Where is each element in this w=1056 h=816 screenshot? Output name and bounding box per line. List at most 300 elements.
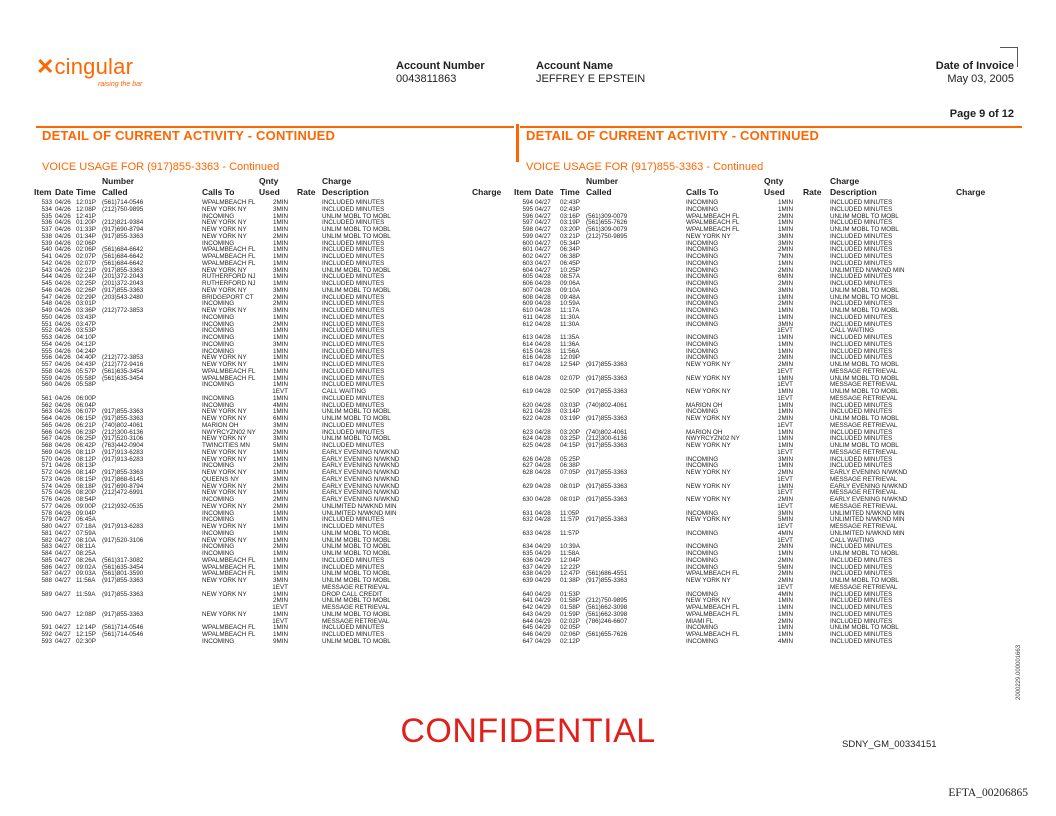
- cell-used: 1MIN: [777, 219, 793, 227]
- cell-item: 603: [522, 259, 533, 267]
- cell-date: 04/28: [535, 347, 551, 355]
- cell-called: (561)655-7626: [586, 219, 628, 227]
- cell-description: MESSAGE RETRIEVAL: [830, 583, 898, 591]
- invoice-date: May 03, 2005: [947, 73, 1014, 85]
- cell-date: 04/28: [535, 388, 551, 395]
- col-item: Item: [34, 187, 52, 197]
- cell-description: INCLUDED MINUTES: [830, 617, 893, 625]
- cell-description: INCLUDED MINUTES: [830, 435, 893, 443]
- cell-description: INCLUDED MINUTES: [322, 556, 385, 564]
- cell-time: 03:19P: [560, 415, 580, 422]
- cell-date: 04/27: [55, 529, 71, 537]
- cell-description: UNLIM MOBL TO MOBL: [830, 624, 899, 632]
- cell-calls-to: WPALMBEACH FL: [686, 226, 740, 233]
- cell-used: 2MIN: [272, 502, 288, 510]
- cell-calls-to: INCOMING: [686, 266, 719, 274]
- cell-calls-to: WPALMBEACH FL: [686, 570, 740, 578]
- cell-used: 3MIN: [272, 205, 288, 213]
- cell-used: 3MIN: [777, 455, 793, 463]
- cell-used: 1MIN: [272, 394, 288, 402]
- cell-used: 1MIN: [777, 307, 793, 314]
- cell-date: 04/26: [55, 327, 71, 335]
- cell-date: 04/26: [55, 394, 71, 402]
- table-row: [0, 639, 1056, 646]
- cell-item: 551: [41, 320, 52, 328]
- cell-item: 555: [41, 347, 52, 355]
- cell-calls-to: NEW YORK NY: [202, 205, 247, 213]
- cell-time: 06:23P: [76, 428, 96, 436]
- cell-item: 641: [522, 597, 533, 605]
- cell-calls-to: WPALMBEACH FL: [686, 631, 740, 638]
- cell-called: (201)372-2043: [102, 280, 144, 287]
- cell-calls-to: INCOMING: [686, 455, 719, 463]
- cell-item: 548: [41, 300, 52, 308]
- cell-used: 5MIN: [777, 516, 793, 524]
- cell-item: 572: [41, 469, 52, 476]
- cell-date: 04/29: [535, 637, 551, 645]
- cell-calls-to: INCOMING: [686, 239, 719, 247]
- cell-called: (786)246-6607: [586, 617, 628, 625]
- col-time: Time: [560, 187, 580, 197]
- cell-item: 574: [41, 482, 52, 490]
- cell-used: 1EVT: [777, 381, 793, 389]
- cell-description: UNLIM MOBL TO MOBL: [830, 212, 899, 220]
- cell-used: 3MIN: [777, 509, 793, 517]
- cell-used: 5MIN: [272, 442, 288, 449]
- cell-date: 04/26: [55, 253, 71, 260]
- cell-called: (917)855-3363: [102, 408, 144, 416]
- cell-date: 04/26: [55, 509, 71, 517]
- cell-item: 632: [522, 516, 533, 524]
- cell-called: (763)442-0904: [102, 442, 144, 449]
- cell-used: 1EVT: [777, 502, 793, 510]
- cell-calls-to: INCOMING: [202, 637, 235, 645]
- cell-used: 3MIN: [272, 475, 288, 483]
- cell-description: INCLUDED MINUTES: [322, 624, 385, 632]
- cell-date: 04/28: [535, 280, 551, 287]
- cell-calls-to: NEW YORK NY: [202, 307, 247, 314]
- cell-used: 1MIN: [272, 246, 288, 254]
- cell-called: (561)684-6642: [102, 246, 144, 254]
- cell-time: 02:43P: [560, 199, 580, 206]
- cell-item: 559: [41, 374, 52, 382]
- cell-used: 1MIN: [272, 556, 288, 564]
- cell-description: INCLUDED MINUTES: [830, 408, 893, 416]
- cell-time: 04:10P: [76, 334, 96, 341]
- cell-used: 1MIN: [272, 327, 288, 335]
- cell-date: 04/27: [535, 253, 551, 260]
- vertical-bates-number: 2000229.000001663: [1016, 644, 1022, 700]
- cell-used: 2MIN: [777, 354, 793, 362]
- cell-time: 02:07P: [560, 374, 580, 382]
- cell-called: (917)855-3363: [586, 469, 628, 476]
- cell-date: 04/29: [535, 577, 551, 584]
- cell-called: (561)714-0546: [102, 631, 144, 638]
- cell-calls-to: MARION OH: [686, 401, 723, 409]
- cell-date: 04/26: [55, 502, 71, 510]
- cell-used: 1MIN: [272, 590, 288, 598]
- cell-used: 2MIN: [777, 617, 793, 625]
- cell-description: UNLIMITED N/WKND MIN: [830, 509, 905, 517]
- cell-called: (212)750-9895: [586, 232, 628, 240]
- brand-name: cingular: [54, 54, 134, 79]
- cell-time: 01:33P: [76, 226, 96, 233]
- cell-description: INCLUDED MINUTES: [830, 340, 893, 348]
- cell-used: 1MIN: [272, 347, 288, 355]
- cell-item: 631: [522, 509, 533, 517]
- cell-description: EARLY EVENING N/WKND: [322, 469, 400, 476]
- cell-used: 2MIN: [777, 246, 793, 254]
- cell-used: 1MIN: [272, 239, 288, 247]
- cell-description: INCLUDED MINUTES: [322, 246, 385, 254]
- cell-description: INCLUDED MINUTES: [322, 631, 385, 638]
- table-row: [0, 376, 1056, 383]
- cell-used: 1MIN: [777, 374, 793, 382]
- cell-date: 04/29: [535, 617, 551, 625]
- cell-time: 06:07P: [76, 408, 96, 416]
- cell-calls-to: INCOMING: [202, 320, 235, 328]
- cell-description: INCLUDED MINUTES: [322, 280, 385, 287]
- cell-item: 540: [41, 246, 52, 254]
- cell-time: 12:14P: [76, 624, 96, 632]
- col-calls-to: Calls To: [202, 187, 235, 197]
- col-called: Called: [102, 187, 128, 197]
- cell-date: 04/27: [55, 610, 71, 618]
- cell-date: 04/27: [55, 523, 71, 530]
- cell-date: 04/26: [55, 280, 71, 287]
- cell-used: 1MIN: [777, 482, 793, 490]
- cell-used: 1MIN: [777, 293, 793, 301]
- cell-item: 647: [522, 637, 533, 645]
- cell-item: 586: [41, 563, 52, 571]
- cell-date: 04/27: [55, 536, 71, 544]
- cell-called: (917)855-3363: [586, 442, 628, 449]
- cell-date: 04/29: [535, 604, 551, 611]
- cell-item: 637: [522, 563, 533, 571]
- cell-description: INCLUDED MINUTES: [830, 462, 893, 470]
- cell-description: INCLUDED MINUTES: [322, 253, 385, 260]
- cell-description: UNLIM MOBL TO MOBL: [830, 577, 899, 584]
- cell-description: MESSAGE RETRIEVAL: [322, 617, 390, 625]
- cell-time: 04:40P: [76, 354, 96, 362]
- col-rate: Rate: [297, 187, 316, 197]
- cell-item: 642: [522, 604, 533, 611]
- col-charge: Charge: [956, 187, 986, 197]
- cell-calls-to: NEW YORK NY: [202, 469, 247, 476]
- cell-item: 616: [522, 354, 533, 362]
- cell-time: 01:58P: [560, 597, 580, 605]
- cell-description: UNLIM MOBL TO MOBL: [830, 374, 899, 382]
- cell-time: 08:13P: [76, 462, 96, 470]
- cell-item: 580: [41, 523, 52, 530]
- cell-description: INCLUDED MINUTES: [322, 334, 385, 341]
- cell-description: EARLY EVENING N/WKND: [322, 462, 400, 470]
- cell-called: (561)686-4551: [586, 570, 628, 578]
- cell-used: 1MIN: [272, 212, 288, 220]
- cell-date: 04/26: [55, 428, 71, 436]
- cell-date: 04/28: [535, 469, 551, 476]
- cell-description: UNLIM MOBL TO MOBL: [830, 286, 899, 294]
- cell-time: 02:07P: [76, 259, 96, 267]
- cell-calls-to: INCOMING: [686, 280, 719, 287]
- cell-time: 12:01P: [76, 199, 96, 206]
- cell-used: 1MIN: [777, 428, 793, 436]
- cell-date: 04/28: [535, 435, 551, 443]
- cell-called: (561)635-3454: [102, 367, 144, 375]
- cell-used: 2MIN: [777, 469, 793, 476]
- cell-time: 09:48A: [560, 293, 580, 301]
- cell-description: INCLUDED MINUTES: [322, 205, 385, 213]
- cell-used: 2MIN: [777, 415, 793, 422]
- cell-time: 03:16P: [560, 212, 580, 220]
- cell-time: 06:25P: [76, 435, 96, 443]
- cell-called: (917)855-3363: [102, 286, 144, 294]
- cell-calls-to: INCOMING: [202, 496, 235, 503]
- cell-time: 01:53P: [560, 590, 580, 598]
- cell-time: 02:30P: [76, 637, 96, 645]
- cell-description: INCLUDED MINUTES: [830, 232, 893, 240]
- cell-time: 03:47P: [76, 320, 96, 328]
- cell-called: (917)690-8794: [102, 482, 144, 490]
- cell-item: 636: [522, 556, 533, 564]
- table-row: [0, 416, 1056, 423]
- cell-calls-to: INCOMING: [686, 509, 719, 517]
- cell-description: UNLIM MOBL TO MOBL: [322, 266, 391, 274]
- cell-time: 09:06A: [560, 280, 580, 287]
- cell-time: 08:15P: [76, 475, 96, 483]
- cell-time: 06:38P: [560, 253, 580, 260]
- cell-time: 08:26A: [76, 556, 96, 564]
- cell-item: 542: [41, 259, 52, 267]
- cell-description: UNLIM MOBL TO MOBL: [830, 307, 899, 314]
- cell-description: INCLUDED MINUTES: [830, 239, 893, 247]
- cell-date: 04/26: [55, 374, 71, 382]
- cell-description: INCLUDED MINUTES: [322, 340, 385, 348]
- cell-calls-to: NEW YORK NY: [202, 489, 247, 497]
- cell-used: 1MIN: [272, 354, 288, 362]
- cell-description: INCLUDED MINUTES: [322, 381, 385, 389]
- cell-date: 04/26: [55, 266, 71, 274]
- voice-usage-title-left: VOICE USAGE FOR (917)855-3363 - Continued: [42, 161, 280, 173]
- cell-description: MESSAGE RETRIEVAL: [830, 394, 898, 402]
- cell-date: 04/28: [535, 320, 551, 328]
- cell-called: (203)543-2480: [102, 293, 144, 301]
- cell-description: MESSAGE RETRIEVAL: [830, 421, 898, 429]
- cell-calls-to: NEW YORK NY: [202, 610, 247, 618]
- corner-mark-vertical: [1017, 47, 1018, 67]
- cell-date: 04/26: [55, 219, 71, 227]
- col-called: Called: [586, 187, 612, 197]
- cell-calls-to: TWINCITIES MN: [202, 442, 250, 449]
- cell-calls-to: NEW YORK NY: [686, 482, 731, 490]
- cell-date: 04/26: [55, 381, 71, 389]
- cell-called: (917)855-3363: [586, 577, 628, 584]
- cell-description: UNLIM MOBL TO MOBL: [322, 577, 391, 584]
- cell-item: 600: [522, 239, 533, 247]
- cell-time: 11:58A: [560, 550, 580, 557]
- cell-description: INCLUDED MINUTES: [830, 543, 893, 551]
- cell-time: 11:57P: [560, 529, 580, 537]
- cell-called: (212)772-9416: [102, 361, 144, 368]
- cell-description: EARLY EVENING N/WKND: [322, 489, 400, 497]
- cell-item: 575: [41, 489, 52, 497]
- cell-date: 04/26: [55, 293, 71, 301]
- cell-time: 08:18P: [76, 482, 96, 490]
- cell-time: 12:08P: [76, 205, 96, 213]
- cell-item: 598: [522, 226, 533, 233]
- cell-date: 04/27: [55, 556, 71, 564]
- cell-date: 04/28: [535, 300, 551, 308]
- cell-description: MESSAGE RETRIEVAL: [830, 489, 898, 497]
- cell-item: 606: [522, 280, 533, 287]
- cell-time: 04:15P: [560, 442, 580, 449]
- cell-used: 1MIN: [272, 253, 288, 260]
- cell-calls-to: WPALMBEACH FL: [202, 563, 256, 571]
- cell-calls-to: INCOMING: [202, 509, 235, 517]
- cell-description: INCLUDED MINUTES: [322, 516, 385, 524]
- cell-called: (561)635-3454: [102, 374, 144, 382]
- cell-item: 534: [41, 205, 52, 213]
- cell-date: 04/28: [535, 482, 551, 490]
- cell-description: UNLIM MOBL TO MOBL: [322, 536, 391, 544]
- cell-used: 3MIN: [272, 340, 288, 348]
- cell-calls-to: WPALMBEACH FL: [202, 374, 256, 382]
- cell-called: (917)855-3363: [586, 482, 628, 490]
- cell-used: 1MIN: [272, 226, 288, 233]
- cell-calls-to: NEW YORK NY: [686, 232, 731, 240]
- cell-date: 04/29: [535, 624, 551, 632]
- cell-date: 04/27: [55, 631, 71, 638]
- cell-calls-to: NEW YORK NY: [202, 266, 247, 274]
- cell-item: 614: [522, 340, 533, 348]
- cell-description: UNLIM MOBL TO MOBL: [322, 212, 391, 220]
- cell-item: 609: [522, 300, 533, 308]
- cell-item: 550: [41, 313, 52, 321]
- cell-time: 11:56A: [76, 577, 96, 584]
- cell-calls-to: MARION OH: [686, 428, 723, 436]
- cell-item: 596: [522, 212, 533, 220]
- cell-date: 04/28: [535, 307, 551, 314]
- cell-calls-to: INCOMING: [202, 529, 235, 537]
- cell-time: 02:06P: [76, 239, 96, 247]
- cell-time: 05:58P: [76, 381, 96, 389]
- cell-used: 1MIN: [777, 462, 793, 470]
- cell-item: 535: [41, 212, 52, 220]
- cell-date: 04/27: [55, 550, 71, 557]
- cell-description: INCLUDED MINUTES: [322, 219, 385, 227]
- cell-description: INCLUDED MINUTES: [830, 259, 893, 267]
- cell-calls-to: INCOMING: [202, 401, 235, 409]
- cell-used: 1MIN: [777, 347, 793, 355]
- cell-calls-to: WPALMBEACH FL: [202, 570, 256, 578]
- cell-date: 04/26: [55, 408, 71, 416]
- cell-calls-to: INCOMING: [686, 334, 719, 341]
- cell-date: 04/27: [55, 590, 71, 598]
- cell-used: 1MIN: [272, 381, 288, 389]
- cell-calls-to: WPALMBEACH FL: [202, 199, 256, 206]
- cell-calls-to: INCOMING: [202, 381, 235, 389]
- table-row: [0, 517, 1056, 524]
- table-row: [0, 443, 1056, 450]
- cell-calls-to: INCOMING: [686, 320, 719, 328]
- cell-description: INCLUDED MINUTES: [830, 313, 893, 321]
- cell-time: 08:11A: [76, 543, 96, 551]
- cell-description: INCLUDED MINUTES: [322, 361, 385, 368]
- cell-calls-to: INCOMING: [686, 307, 719, 314]
- cell-date: 04/26: [55, 313, 71, 321]
- cell-date: 04/26: [55, 199, 71, 206]
- col-time: Time: [76, 187, 96, 197]
- cell-time: 03:19P: [560, 219, 580, 227]
- cell-time: 03:20P: [560, 226, 580, 233]
- cell-used: 1MIN: [272, 448, 288, 456]
- cell-called: (917)855-3363: [586, 388, 628, 395]
- cell-item: 564: [41, 415, 52, 422]
- cell-time: 05:57P: [76, 367, 96, 375]
- cell-used: 2MIN: [777, 212, 793, 220]
- cell-date: 04/27: [55, 577, 71, 584]
- cell-time: 11:30A: [560, 320, 580, 328]
- cell-called: (917)855-3363: [586, 415, 628, 422]
- cell-description: INCLUDED MINUTES: [830, 347, 893, 355]
- cell-calls-to: NEW YORK NY: [686, 415, 731, 422]
- col-charge: Charge: [472, 187, 502, 197]
- cell-time: 06:04P: [76, 401, 96, 409]
- cell-called: (212)821-9384: [102, 219, 144, 227]
- cell-item: 546: [41, 286, 52, 294]
- cell-used: 1EVT: [272, 388, 288, 395]
- cell-description: INCLUDED MINUTES: [830, 597, 893, 605]
- cell-description: CALL WAITING: [830, 327, 874, 335]
- col-rate: Rate: [803, 187, 822, 197]
- cell-description: EARLY EVENING N/WKND: [322, 482, 400, 490]
- cell-date: 04/26: [55, 334, 71, 341]
- cell-item: 536: [41, 219, 52, 227]
- cell-calls-to: NEW YORK NY: [202, 226, 247, 233]
- col-number-top: Number: [586, 176, 619, 186]
- cell-time: 08:10A: [76, 536, 96, 544]
- col-date: Date: [535, 187, 554, 197]
- cell-item: 547: [41, 293, 52, 301]
- cell-calls-to: WPALMBEACH FL: [202, 367, 256, 375]
- cell-used: 1MIN: [272, 280, 288, 287]
- cell-time: 02:07P: [76, 253, 96, 260]
- cell-called: (917)855-3363: [586, 361, 628, 368]
- cell-item: 612: [522, 320, 533, 328]
- cell-item: 544: [41, 273, 52, 281]
- cell-calls-to: INCOMING: [202, 239, 235, 247]
- cell-description: INCLUDED MINUTES: [830, 556, 893, 564]
- cell-time: 03:14P: [560, 408, 580, 416]
- cell-calls-to: INCOMING: [686, 259, 719, 267]
- cell-time: 08:11P: [76, 448, 96, 456]
- cell-date: 04/26: [55, 421, 71, 429]
- cell-date: 04/26: [55, 273, 71, 281]
- cell-time: 03:01P: [76, 300, 96, 308]
- cell-date: 04/28: [535, 415, 551, 422]
- cell-used: 4MIN: [272, 401, 288, 409]
- cell-calls-to: INCOMING: [686, 199, 719, 206]
- cell-time: 11:57P: [560, 516, 580, 524]
- cell-used: 1EVT: [272, 604, 288, 611]
- cell-date: 04/28: [535, 313, 551, 321]
- cell-description: UNLIM MOBL TO MOBL: [322, 415, 391, 422]
- cell-called: (212)932-0535: [102, 502, 144, 510]
- cell-time: 06:34P: [560, 246, 580, 254]
- cell-item: 568: [41, 442, 52, 449]
- cell-used: 1MIN: [777, 226, 793, 233]
- cell-date: 04/29: [535, 570, 551, 578]
